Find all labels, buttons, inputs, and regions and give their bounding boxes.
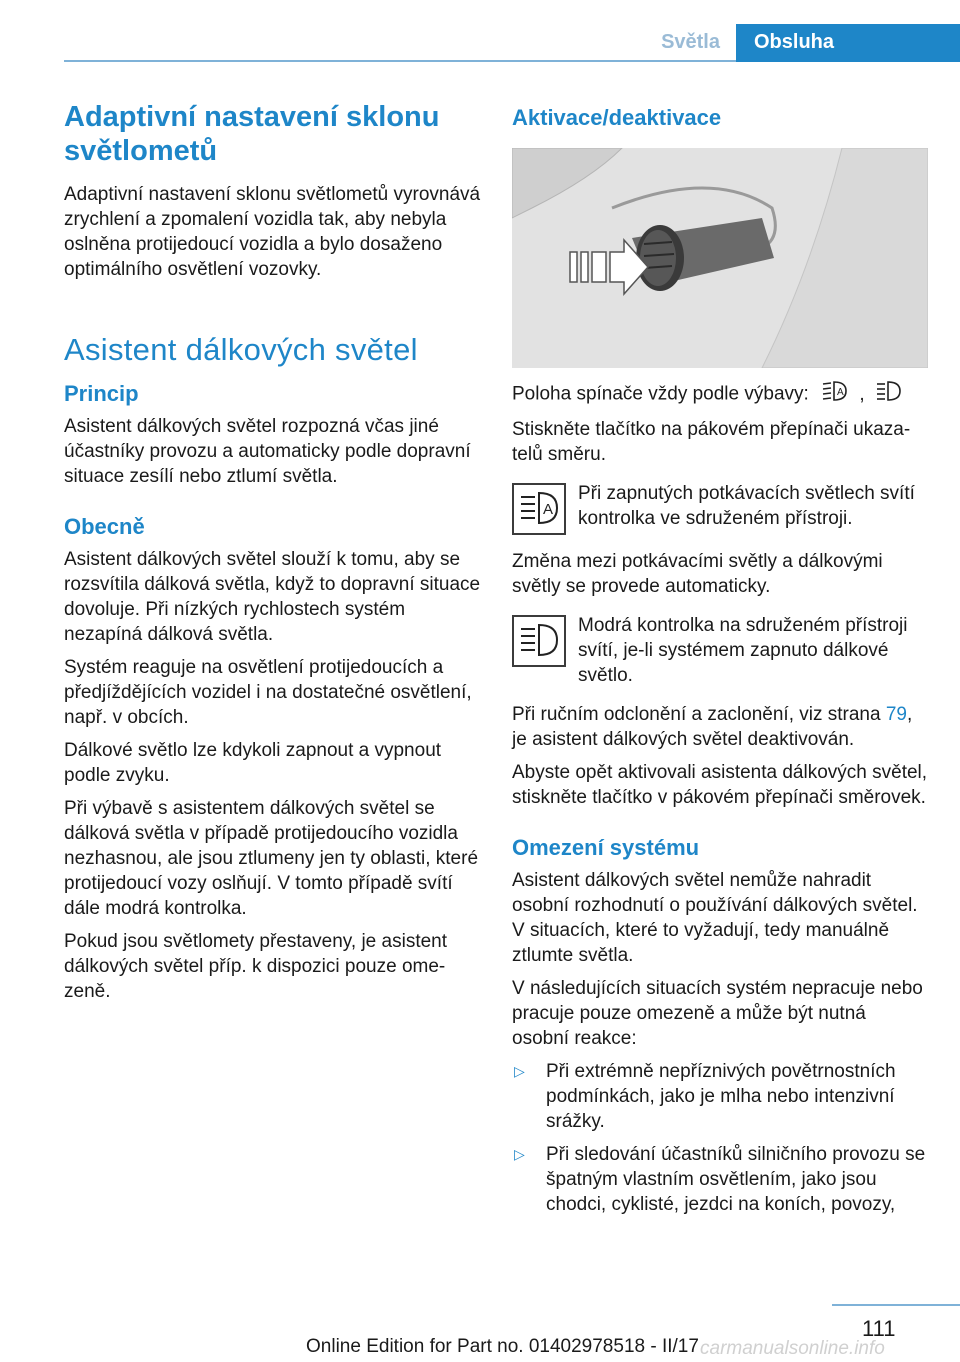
turn-signal-lever-figure <box>512 148 928 368</box>
principle-heading: Princip <box>64 381 139 406</box>
list-item: ▷ Při extrémně nepříznivých povětrnostních podmínkách, jako je mlha nebo intenzivní srážky. <box>514 1061 896 1132</box>
adaptive-headlight-title: Adaptivní nastavení sklonu světlometů <box>64 101 440 167</box>
general-paragraph: Dálkové světlo lze kdykoli zapnout a vypnout podle zvyku. <box>64 740 442 786</box>
general-paragraph: Při výbavě s asistentem dálkových světel se dálková světla v případě protijedoucího vozidla nezhasnou, ale jsou ztlumeny jen ty oblasti, které protijedoucí vozy oslňují. V tomto případě svítí dále modrá kontrolka. <box>64 798 479 919</box>
press-button-text: Stiskněte tlačítko na pákovém přepínači ukazatelů směru. <box>512 419 911 465</box>
page-number: 111 <box>862 1316 896 1341</box>
adaptive-headlight-text: Adaptivní nastavení sklonu světlometů vyrovnává zrychlení a zpomalení vozidla tak, aby nebyla oslněna protijedoucí vozidla a bylo dosaženo optimálního osvětlení vozovky. <box>64 184 481 280</box>
high-beam-icon <box>876 380 902 409</box>
general-heading: Obecně <box>64 514 145 539</box>
reactivate-text: Abyste opět aktivovali asistenta dálkových světel, stiskněte tlačítko v pákovém přepínači směrovek. <box>512 762 928 808</box>
limits-list <box>512 1059 928 1217</box>
blue-indicator-text: Modrá kontrolka na sdruženém přístroji svítí, je-li systémem zapnuto dálkové světlo. <box>578 615 908 686</box>
limits-heading: Omezení systému <box>512 835 700 860</box>
left-column <box>64 100 484 1004</box>
right-column <box>512 100 928 1217</box>
high-beam-indicator-icon <box>512 615 566 667</box>
low-beam-indicator-text: Při zapnutých potkávacích světlech svítí kontrolka ve sdruženém přístroji. <box>578 483 915 529</box>
svg-text:A: A <box>837 387 844 398</box>
low-beam-indicator-row <box>512 481 928 535</box>
manual-dimming-text: Při ručním odclonění a zaclonění, viz strana 79, je asistent dálkových světel deaktivován. <box>512 704 913 750</box>
svg-text:A: A <box>543 501 554 518</box>
switch-position-text: Poloha spínače vždy podle výbavy: A , <box>512 380 928 409</box>
activation-heading: Aktivace/deaktivace <box>512 105 722 130</box>
bullet-triangle-icon: ▷ <box>514 1146 525 1162</box>
limits-paragraph: V následujících situacích systém nepracuje nebo pracuje pouze omezeně a může být nutná osobní reakce: <box>512 978 923 1049</box>
automatic-change-text: Změna mezi potkávacími světly a dálkovými světly se provede automaticky. <box>512 551 883 597</box>
high-beam-assist-indicator-icon <box>512 483 566 535</box>
tab-chapter[interactable]: Obsluha <box>736 24 960 62</box>
edition-note: Online Edition for Part no. 01402978518 - II/17 <box>306 1336 699 1357</box>
page-reference-link[interactable]: 79 <box>885 704 907 725</box>
general-paragraph: Pokud jsou světlomety přestaveny, je asistent dálkových světel příp. k dispozici pouze omezeně. <box>64 931 448 1002</box>
bullet-triangle-icon: ▷ <box>514 1063 525 1079</box>
general-paragraph: Systém reaguje na osvětlení protijedoucích a předjíždějících vozidel i na dostatečné osvětlení, např. v obcích. <box>64 657 472 728</box>
high-beam-assist-icon <box>822 380 848 409</box>
blue-indicator-row <box>512 613 928 688</box>
limits-paragraph: Asistent dálkových světel nemůže nahradit osobní rozhodnutí o používání dálkových světel. V situacích, které to vyžadují, tedy manuálně ztlumte světla. <box>512 870 918 966</box>
lever-illustration <box>512 148 928 368</box>
footer-rule <box>832 1304 960 1306</box>
watermark: carmanualsonline.info <box>700 1338 885 1359</box>
general-paragraph: Asistent dálkových světel slouží k tomu, aby se rozsvítila dálková světla, když to dopravní situace dovoluje. Při nízkých rychlostech systém nezapíná dálková světla. <box>64 549 481 645</box>
tab-section[interactable]: Světla <box>640 24 736 60</box>
principle-text: Asistent dálkových světel rozpozná včas jiné účastníky provozu a automaticky podle dopravní situace zesílí nebo ztlumí světla. <box>64 416 471 487</box>
list-item: ▷ Při sledování účastníků silničního provozu se špatným vlastním osvětlením, jako jsou chodci, cyklisté, jezdci na koních, povozy, <box>514 1144 926 1215</box>
high-beam-assist-title: Asistent dálkových světel <box>64 332 418 367</box>
